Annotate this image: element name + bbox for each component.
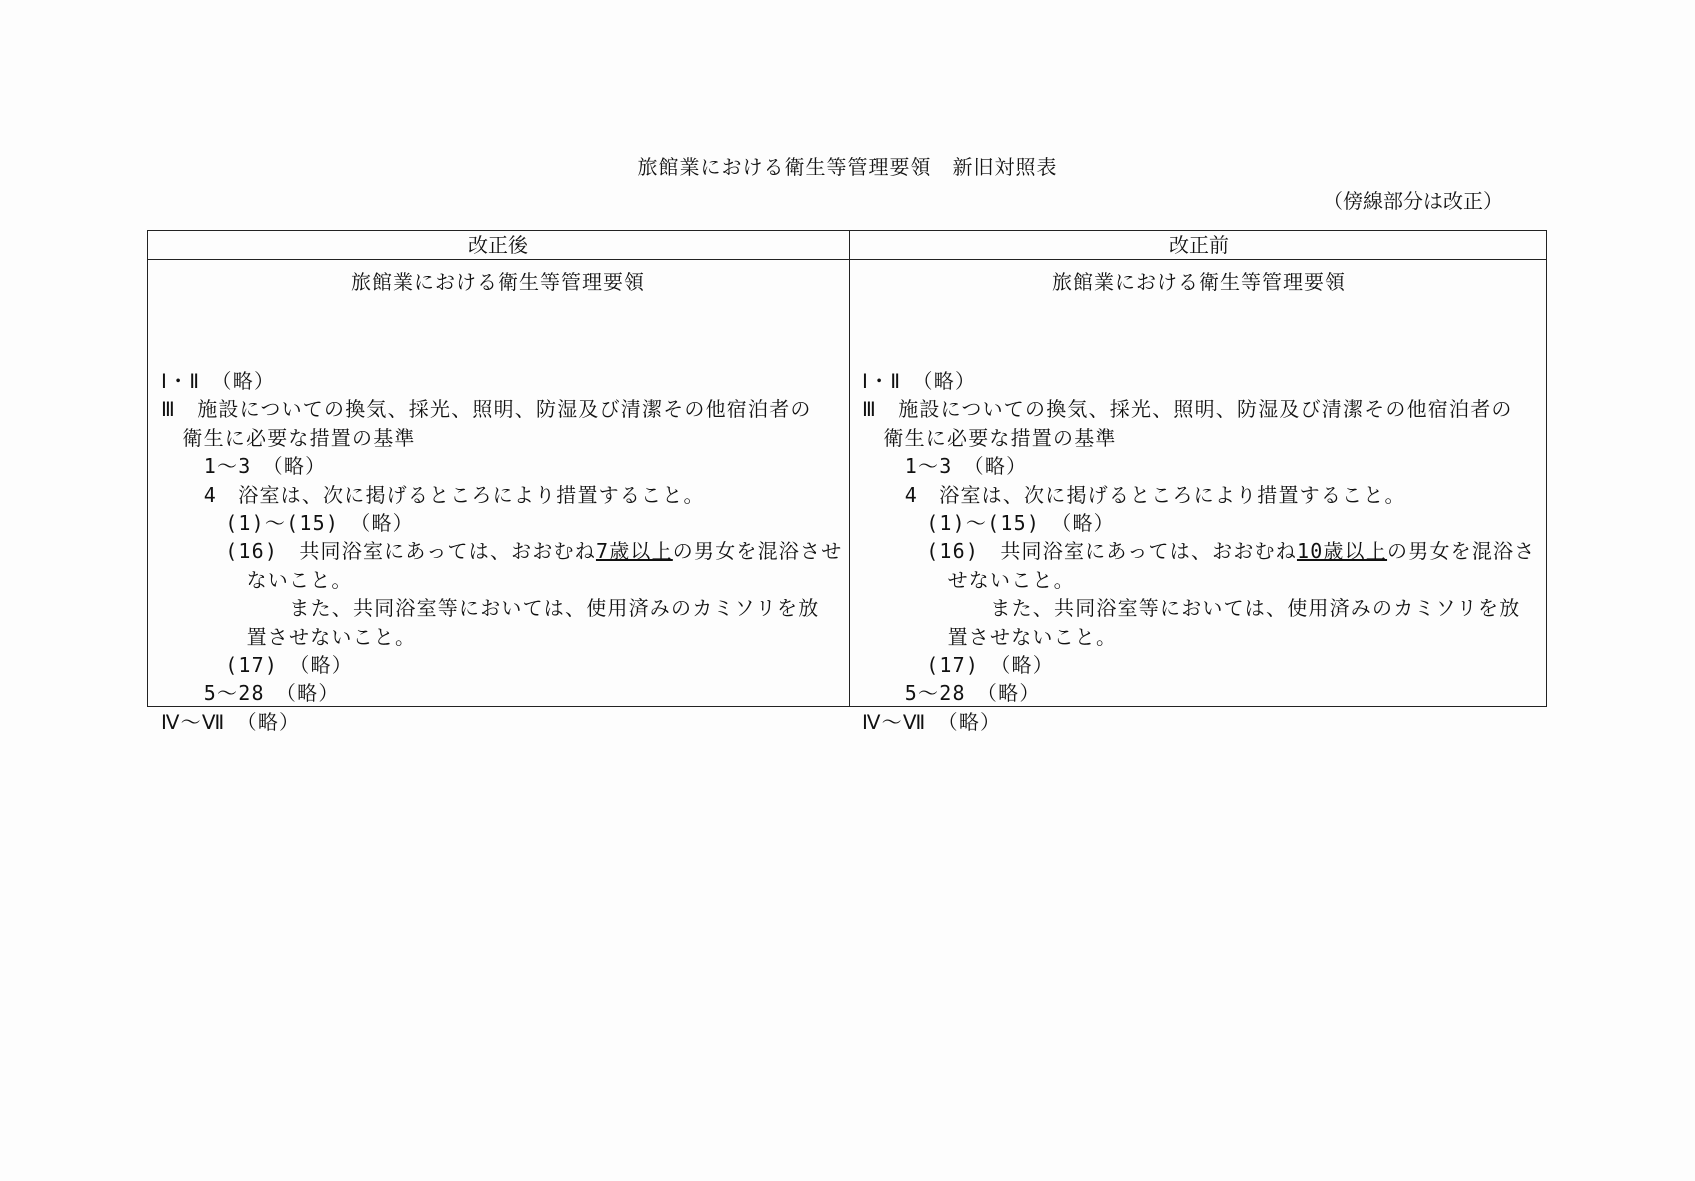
amended-text: 7歳以上 bbox=[595, 539, 673, 564]
text-line: 1～3 （略） bbox=[203, 454, 327, 479]
text-line: (17) （略） bbox=[225, 653, 353, 677]
text-line: Ⅳ～Ⅶ （略） bbox=[862, 709, 1002, 734]
text-line: 4 浴室は、次に掲げるところにより措置すること。 bbox=[904, 482, 1406, 507]
column-current bbox=[849, 260, 1549, 734]
text-line: Ⅲ 施設についての換気、採光、照明、防湿及び清潔その他宿泊者の bbox=[161, 397, 812, 422]
text-line: Ⅰ・Ⅱ （略） bbox=[161, 369, 276, 393]
underline-note: （傍線部分は改正） bbox=[1323, 189, 1503, 213]
text-line: Ⅲ 施設についての換気、採光、照明、防湿及び清潔その他宿泊者の bbox=[862, 397, 1513, 422]
text-line: Ⅰ・Ⅱ （略） bbox=[862, 369, 977, 393]
text-line bbox=[862, 537, 1539, 565]
text-line: 1～3 （略） bbox=[904, 454, 1028, 479]
text-line: また、共同浴室等においては、使用済みのカミソリを放 bbox=[289, 596, 820, 621]
comparison-table bbox=[147, 230, 1547, 734]
text-line: (1)～(15) （略） bbox=[926, 511, 1115, 535]
text-line: 5～28 （略） bbox=[904, 681, 1041, 706]
header-current: 改正前 bbox=[1169, 233, 1229, 257]
text-line: 衛生に必要な措置の基準 bbox=[182, 425, 416, 450]
text-segment: の男女を混浴さ bbox=[1387, 539, 1536, 564]
text-line: また、共同浴室等においては、使用済みのカミソリを放 bbox=[990, 596, 1521, 621]
text-line: Ⅳ～Ⅶ （略） bbox=[161, 709, 301, 734]
text-line: ないこと。 bbox=[246, 567, 353, 592]
header-revised: 改正後 bbox=[468, 233, 528, 257]
text-line: (1)～(15) （略） bbox=[225, 511, 414, 535]
amended-text: 10歳以上 bbox=[1296, 539, 1388, 564]
document-title: 旅館業における衛生等管理要領 新旧対照表 bbox=[637, 155, 1058, 179]
text-line: 衛生に必要な措置の基準 bbox=[883, 425, 1117, 450]
text-segment: の男女を混浴させ bbox=[672, 539, 843, 564]
column-revised bbox=[148, 260, 848, 734]
column-subtitle: 旅館業における衛生等管理要領 bbox=[1052, 270, 1346, 294]
text-line: 置させないこと。 bbox=[246, 624, 417, 649]
text-line bbox=[161, 537, 843, 565]
text-line: 5～28 （略） bbox=[203, 681, 340, 706]
text-segment: (16) 共同浴室にあっては、おおむね bbox=[225, 539, 596, 564]
text-line: 4 浴室は、次に掲げるところにより措置すること。 bbox=[203, 482, 705, 507]
text-line: 置させないこと。 bbox=[947, 624, 1118, 649]
text-segment: (16) 共同浴室にあっては、おおむね bbox=[926, 539, 1297, 564]
column-subtitle: 旅館業における衛生等管理要領 bbox=[351, 270, 645, 294]
text-line: (17) （略） bbox=[926, 653, 1054, 677]
text-line: せないこと。 bbox=[947, 567, 1075, 592]
